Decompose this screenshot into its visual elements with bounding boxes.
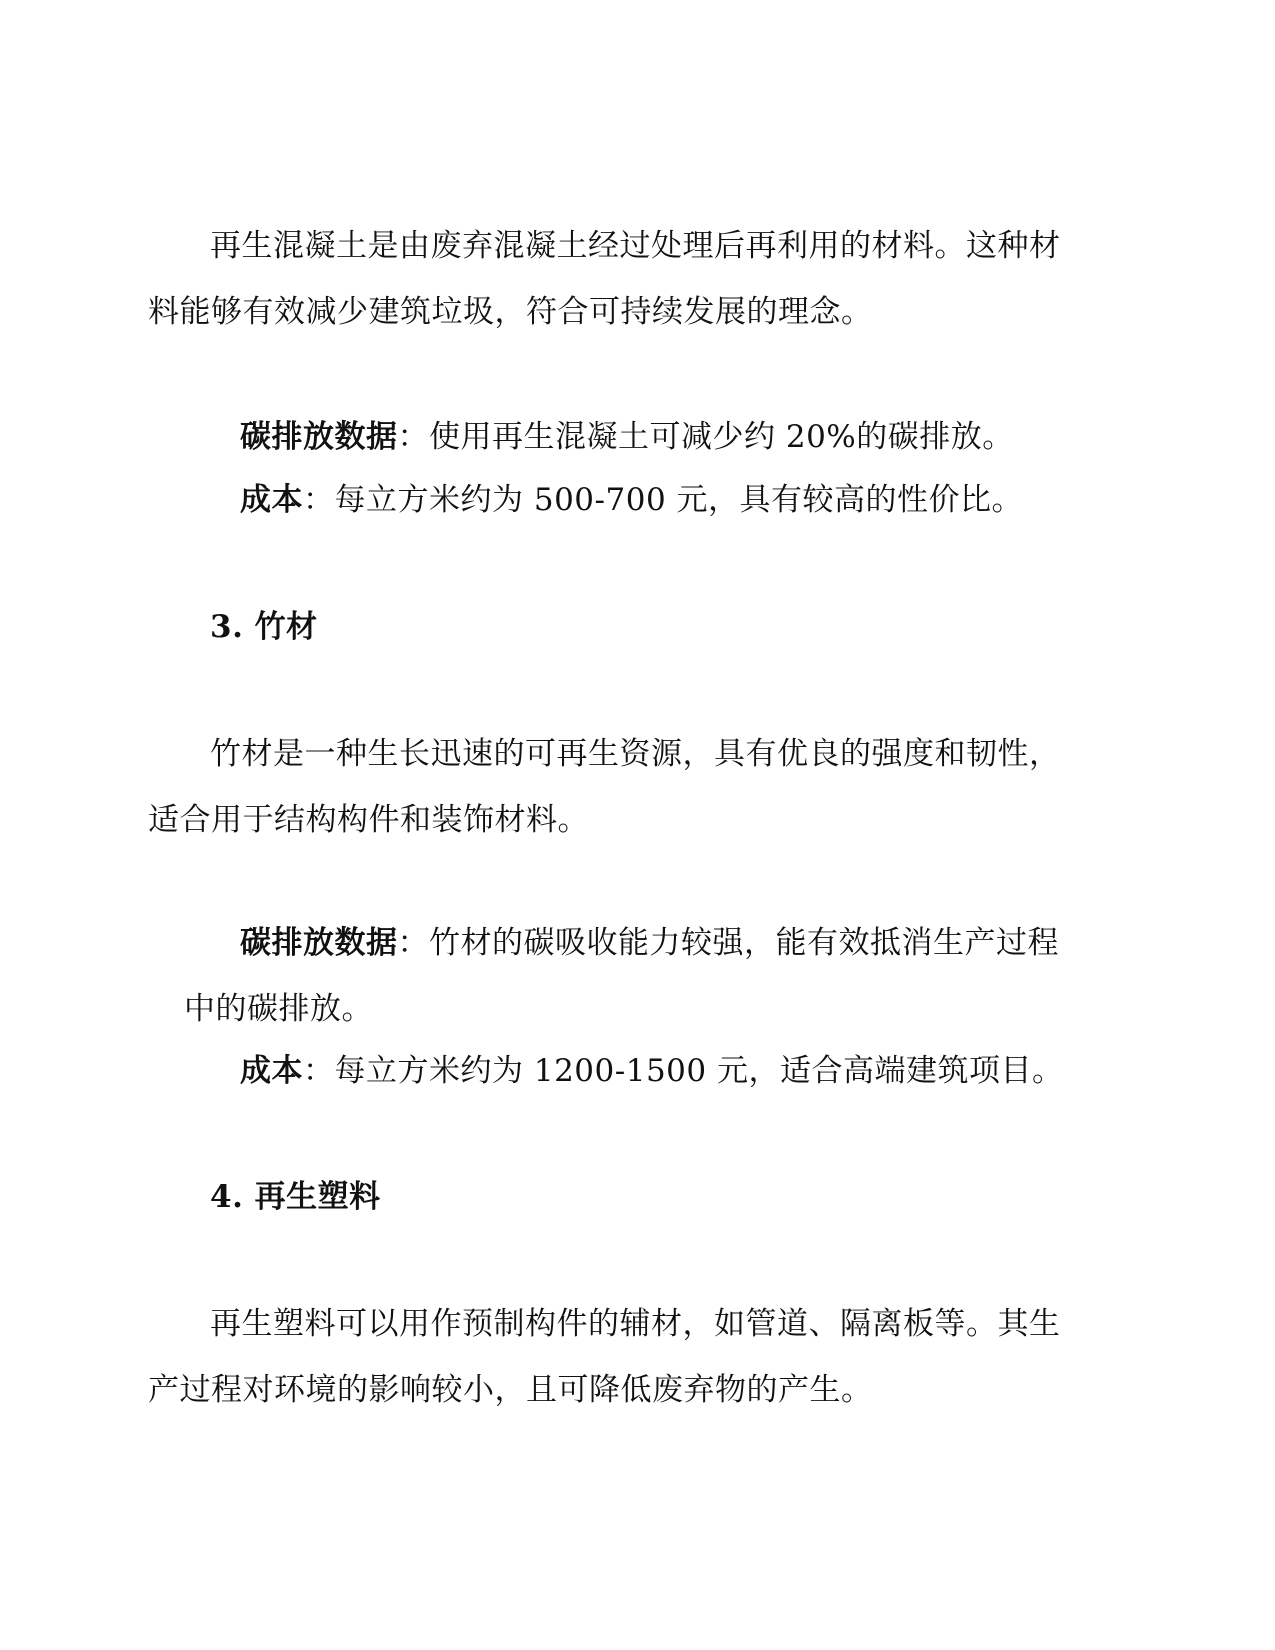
cost-label: 成本 bbox=[240, 482, 303, 518]
cost-text: ：每立方米约为 500-700 元，具有较高的性价比。 bbox=[303, 482, 1024, 518]
section-heading-recycled-plastic: 4. 再生塑料 bbox=[210, 1179, 381, 1215]
bamboo-intro bbox=[148, 721, 1128, 853]
paragraph-line: 再生混凝土是由废弃混凝土经过处理后再利用的材料。这种材 bbox=[210, 228, 1061, 264]
paragraph-line: 竹材是一种生长迅速的可再生资源，具有优良的强度和韧性， bbox=[210, 736, 1061, 772]
recycled-concrete-carbon bbox=[240, 404, 1130, 470]
recycled-concrete-intro bbox=[148, 213, 1128, 345]
recycled-concrete-cost bbox=[240, 467, 1130, 533]
paragraph-line: 适合用于结构构件和装饰材料。 bbox=[148, 802, 589, 838]
section-heading-bamboo: 3. 竹材 bbox=[210, 609, 318, 645]
bamboo-carbon bbox=[184, 910, 1130, 1042]
recycled-plastic-intro bbox=[148, 1291, 1128, 1423]
cost-label: 成本 bbox=[240, 1053, 303, 1089]
paragraph-line: 再生塑料可以用作预制构件的辅材，如管道、隔离板等。其生 bbox=[210, 1306, 1061, 1342]
carbon-label: 碳排放数据 bbox=[240, 419, 398, 455]
paragraph-line: 产过程对环境的影响较小，且可降低废弃物的产生。 bbox=[148, 1372, 873, 1408]
cost-text: ：每立方米约为 1200-1500 元，适合高端建筑项目。 bbox=[303, 1053, 1064, 1089]
carbon-text: ：竹材的碳吸收能力较强，能有效抵消生产过程 bbox=[397, 925, 1059, 961]
carbon-text-continued: 中的碳排放。 bbox=[184, 991, 373, 1027]
carbon-text: ：使用再生混凝土可减少约 20%的碳排放。 bbox=[397, 419, 1014, 455]
bamboo-cost bbox=[240, 1038, 1130, 1104]
paragraph-line: 料能够有效减少建筑垃圾，符合可持续发展的理念。 bbox=[148, 294, 873, 330]
carbon-label: 碳排放数据 bbox=[240, 925, 398, 961]
